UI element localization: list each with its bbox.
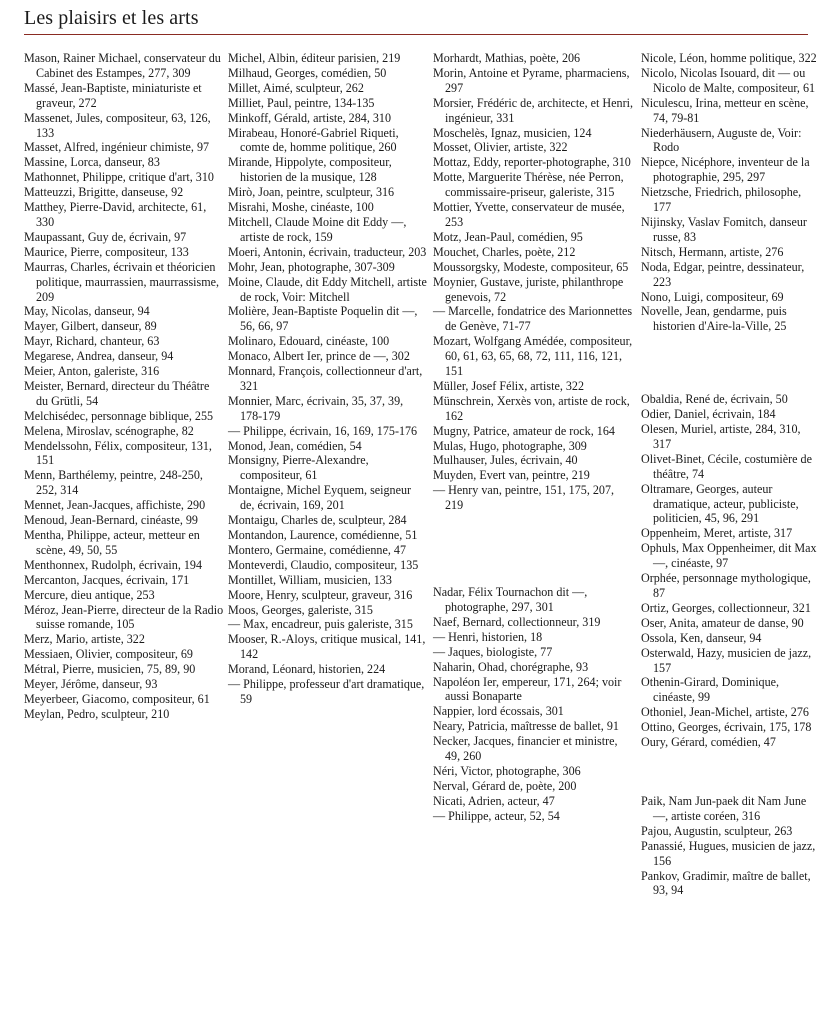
- index-entry: Mottaz, Eddy, reporter-photographe, 310: [433, 155, 631, 170]
- index-entry: Paik, Nam Jun-paek dit Nam June —, artiste coréen, 316: [641, 793, 807, 823]
- index-entry: Néri, Victor, photographe, 306: [433, 763, 581, 778]
- index-entry: Othoniel, Jean-Michel, artiste, 276: [641, 705, 809, 720]
- index-entry: Niederhäusern, Auguste de, Voir: Rodo: [641, 125, 802, 155]
- index-entry: Nicati, Adrien, acteur, 47: [433, 793, 555, 808]
- index-entry: Montaigne, Michel Eyquem, seigneur de, écrivain, 169, 201: [228, 483, 412, 513]
- index-column-3: [433, 51, 633, 824]
- index-entry: Necker, Jacques, financier et ministre, 49, 260: [433, 734, 618, 764]
- index-entry: Othenin-Girard, Dominique, cinéaste, 99: [641, 675, 780, 705]
- index-entry: Moynier, Gustave, juriste, philanthrope genevois, 72: [433, 274, 624, 304]
- index-column-1: [24, 51, 224, 722]
- group-spacer: [433, 513, 633, 585]
- index-column-4: [641, 51, 819, 898]
- index-entry: Monnard, François, collectionneur d'art, 321: [228, 364, 423, 393]
- index-entry: Matteuzzi, Brigitte, danseuse, 92: [24, 185, 184, 200]
- index-column-2: [228, 51, 428, 707]
- index-entry: Meylan, Pedro, sculpteur, 210: [24, 706, 170, 721]
- index-entry: — Marcelle, fondatrice des Marionnettes de Genève, 71-77: [433, 304, 633, 334]
- index-group-n: [433, 585, 633, 824]
- index-entry: Meier, Anton, galeriste, 316: [24, 364, 160, 379]
- index-entry: Monnier, Marc, écrivain, 35, 37, 39, 178-179: [228, 393, 404, 423]
- index-entry: Mayer, Gilbert, danseur, 89: [24, 319, 157, 334]
- index-entry: Monteverdi, Claudio, compositeur, 135: [228, 557, 419, 572]
- index-group-n-end: [641, 51, 819, 334]
- index-entry: Osterwald, Hazy, musicien de jazz, 157: [641, 645, 812, 675]
- index-entry: Nijinsky, Vaslav Fomitch, danseur russe, 83: [641, 214, 807, 244]
- index-entry: Nappier, lord écossais, 301: [433, 704, 564, 719]
- index-entry: Mirò, Joan, peintre, sculpteur, 316: [228, 185, 395, 200]
- index-entry: Meister, Bernard, directeur du Théâtre du Grütli, 54: [24, 378, 210, 408]
- index-entry: Mulas, Hugo, photographe, 309: [433, 438, 587, 453]
- group-spacer: [641, 334, 819, 392]
- index-entry: Millet, Aimé, sculpteur, 262: [228, 80, 364, 95]
- index-entry: — Henri, historien, 18: [433, 629, 543, 644]
- index-entry: Ossola, Ken, danseur, 94: [641, 630, 762, 645]
- index-entry: Noda, Edgar, peintre, dessinateur, 223: [641, 259, 805, 289]
- index-entry: Nicole, Léon, homme politique, 322: [641, 51, 817, 65]
- index-entry: — Philippe, professeur d'art dramatique, 59: [228, 677, 425, 706]
- index-entry: Montaigu, Charles de, sculpteur, 284: [228, 513, 407, 528]
- index-entry: Niculescu, Irina, metteur en scène, 74, 79-81: [641, 95, 809, 125]
- index-entry: Milliet, Paul, peintre, 134-135: [228, 95, 375, 110]
- index-entry: Pajou, Augustin, sculpteur, 263: [641, 823, 793, 838]
- index-entry: Mooser, R.-Aloys, critique musical, 141, 142: [228, 632, 426, 662]
- index-entry: Odier, Daniel, écrivain, 184: [641, 407, 776, 422]
- index-entry: Nitsch, Hermann, artiste, 276: [641, 244, 784, 259]
- index-entry: Molière, Jean-Baptiste Poquelin dit —, 56, 66, 97: [228, 304, 418, 334]
- running-header: [24, 6, 808, 35]
- index-entry: May, Nicolas, danseur, 94: [24, 304, 150, 319]
- index-entry: Matthey, Pierre-David, architecte, 61, 330: [24, 200, 207, 229]
- index-entry: Moeri, Antonin, écrivain, traducteur, 203: [228, 244, 427, 259]
- index-entry: Oury, Gérard, comédien, 47: [641, 735, 776, 750]
- index-entry: Oppenheim, Meret, artiste, 317: [641, 526, 793, 541]
- index-entry: Mirabeau, Honoré-Gabriel Riqueti, comte de, homme politique, 260: [228, 125, 399, 155]
- index-entry: — Henry van, peintre, 151, 175, 207, 219: [433, 483, 615, 513]
- index-entry: — Jaques, biologiste, 77: [433, 644, 553, 659]
- index-entry: Mayr, Richard, chanteur, 63: [24, 334, 160, 349]
- index-entry: Mercure, dieu antique, 253: [24, 587, 155, 602]
- index-entry: Melchisédec, personnage biblique, 255: [24, 408, 214, 423]
- index-entry: Ottino, Georges, écrivain, 175, 178: [641, 720, 812, 735]
- index-entry: Napoléon Ier, empereur, 171, 264; voir aussi Bonaparte: [433, 674, 622, 704]
- index-entry: Muyden, Evert van, peintre, 219: [433, 468, 590, 483]
- group-spacer: [641, 750, 819, 794]
- index-entry: Mohr, Jean, photographe, 307-309: [228, 259, 395, 274]
- index-entry: Oltramare, Georges, auteur dramatique, acteur, publiciste, politicien, 45, 96, 291: [641, 481, 799, 526]
- index-group-o: [641, 392, 819, 750]
- index-entry: Mosset, Olivier, artiste, 322: [433, 140, 568, 155]
- index-entry: Pankov, Gradimir, maître de ballet, 93, 94: [641, 868, 811, 898]
- index-entry: Misrahi, Moshe, cinéaste, 100: [228, 200, 374, 215]
- index-entry: Moine, Claude, dit Eddy Mitchell, artiste de rock, Voir: Mitchell: [228, 274, 427, 304]
- index-entry: Melena, Miroslav, scénographe, 82: [24, 423, 194, 438]
- index-entry: Panassié, Hugues, musicien de jazz, 156: [641, 838, 816, 868]
- index-entry: Motte, Marguerite Thérèse, née Perron, commissaire-priseur, galeriste, 315: [433, 170, 624, 200]
- index-entry: Montero, Germaine, comédienne, 47: [228, 542, 406, 557]
- index-entry: Maurras, Charles, écrivain et théoricien politique, maurrassien, maurrassisme, 209: [24, 259, 220, 304]
- index-entry: Olivet-Binet, Cécile, costumière de théâtre, 74: [641, 451, 812, 481]
- index-entry: Maupassant, Guy de, écrivain, 97: [24, 229, 187, 244]
- index-entry: Mugny, Patrice, amateur de rock, 164: [433, 423, 615, 438]
- index-entry: Mozart, Wolfgang Amédée, compositeur, 60, 61, 63, 65, 68, 72, 111, 116, 121, 151: [433, 334, 633, 379]
- index-entry: Méroz, Jean-Pierre, directeur de la Radio suisse romande, 105: [24, 602, 224, 632]
- index-entry: Ortiz, Georges, collectionneur, 321: [641, 600, 811, 615]
- index-entry: Mottier, Yvette, conservateur de musée, 253: [433, 200, 625, 229]
- index-entry: Orphée, personnage mythologique, 87: [641, 571, 811, 600]
- index-entry: Monsigny, Pierre-Alexandre, compositeur, 61: [228, 453, 369, 483]
- index-entry: Müller, Josef Félix, artiste, 322: [433, 378, 585, 393]
- index-entry: Métral, Pierre, musicien, 75, 89, 90: [24, 662, 196, 677]
- index-group-m: [433, 51, 633, 513]
- index-entry: Niepce, Nicéphore, inventeur de la photographie, 295, 297: [641, 155, 810, 185]
- index-entry: — Philippe, acteur, 52, 54: [433, 808, 560, 823]
- index-entry: Montandon, Laurence, comédienne, 51: [228, 528, 418, 542]
- index-entry: Nicolo, Nicolas Isouard, dit — ou Nicolo de Malte, compositeur, 61: [641, 65, 816, 95]
- index-entry: Montillet, William, musicien, 133: [228, 572, 392, 587]
- index-entry: Motz, Jean-Paul, comédien, 95: [433, 229, 583, 244]
- index-entry: Nietzsche, Friedrich, philosophe, 177: [641, 185, 802, 215]
- index-entry: Maurice, Pierre, compositeur, 133: [24, 244, 189, 259]
- index-entry: Morsier, Frédéric de, architecte, et Henri, ingénieur, 331: [433, 95, 633, 125]
- index-entry: Oser, Anita, amateur de danse, 90: [641, 615, 804, 630]
- index-entry: Olesen, Muriel, artiste, 284, 310, 317: [641, 422, 801, 451]
- index-entry: Mendelssohn, Félix, compositeur, 131, 151: [24, 438, 212, 468]
- index-entry: Menn, Barthélemy, peintre, 248-250, 252, 314: [24, 468, 203, 498]
- index-entry: Morhardt, Mathias, poète, 206: [433, 51, 581, 65]
- index-entry: — Philippe, écrivain, 16, 169, 175-176: [228, 423, 418, 438]
- index-entry: Moos, Georges, galeriste, 315: [228, 602, 373, 617]
- index-entry: Mathonnet, Philippe, critique d'art, 310: [24, 170, 214, 185]
- index-entry: Meyer, Jérôme, danseur, 93: [24, 677, 158, 692]
- index-entry: Molinaro, Edouard, cinéaste, 100: [228, 334, 390, 349]
- index-entry: Mitchell, Claude Moine dit Eddy —, artiste de rock, 159: [228, 214, 407, 244]
- index-entry: Megarese, Andrea, danseur, 94: [24, 349, 174, 364]
- index-entry: Mirande, Hippolyte, compositeur, historien de la musique, 128: [228, 155, 392, 185]
- index-entry: Mulhauser, Jules, écrivain, 40: [433, 453, 578, 468]
- index-entry: Nadar, Félix Tournachon dit —, photographe, 297, 301: [433, 585, 588, 614]
- index-entry: Minkoff, Gérald, artiste, 284, 310: [228, 110, 392, 125]
- index-entry: Naef, Bernard, collectionneur, 319: [433, 614, 601, 629]
- index-entry: Morin, Antoine et Pyrame, pharmaciens, 297: [433, 65, 630, 95]
- index-entry: Nono, Luigi, compositeur, 69: [641, 289, 784, 304]
- index-entry: Menthonnex, Rudolph, écrivain, 194: [24, 557, 203, 572]
- index-entry: Masset, Alfred, ingénieur chimiste, 97: [24, 140, 210, 155]
- index-entry: Mason, Rainer Michael, conservateur du Cabinet des Estampes, 277, 309: [24, 51, 221, 80]
- index-entry: Massenet, Jules, compositeur, 63, 126, 133: [24, 110, 211, 140]
- index-entry: Obaldia, René de, écrivain, 50: [641, 392, 788, 407]
- index-entry: Massé, Jean-Baptiste, miniaturiste et graveur, 272: [24, 80, 202, 110]
- index-entry: — Max, encadreur, puis galeriste, 315: [228, 617, 413, 632]
- index-entry: Messiaen, Olivier, compositeur, 69: [24, 647, 193, 662]
- index-entry: Mennet, Jean-Jacques, affichiste, 290: [24, 498, 206, 513]
- index-entry: Nerval, Gérard de, poète, 200: [433, 778, 577, 793]
- index-entry: Ophuls, Max Oppenheimer, dit Max —, cinéaste, 97: [641, 541, 817, 571]
- index-entry: Mercanton, Jacques, écrivain, 171: [24, 572, 190, 587]
- page-title: Les plaisirs et les arts: [24, 7, 199, 29]
- index-entry: Moore, Henry, sculpteur, graveur, 316: [228, 587, 413, 602]
- index-entry: Monaco, Albert Ier, prince de —, 302: [228, 349, 410, 364]
- index-entry: Massine, Lorca, danseur, 83: [24, 155, 160, 170]
- index-entry: Meyerbeer, Giacomo, compositeur, 61: [24, 691, 210, 706]
- index-entry: Menoud, Jean-Bernard, cinéaste, 99: [24, 513, 198, 528]
- index-group-p: [641, 794, 819, 898]
- index-entry: Mentha, Philippe, acteur, metteur en scène, 49, 50, 55: [24, 528, 200, 557]
- index-entry: Moschelès, Ignaz, musicien, 124: [433, 125, 592, 140]
- index-entry: Milhaud, Georges, comédien, 50: [228, 65, 387, 80]
- index-entry: Naharin, Ohad, chorégraphe, 93: [433, 659, 589, 674]
- index-entry: Morand, Léonard, historien, 224: [228, 662, 386, 677]
- index-entry: Moussorgsky, Modeste, compositeur, 65: [433, 259, 629, 274]
- index-entry: Merz, Mario, artiste, 322: [24, 632, 145, 647]
- index-entry: Münschrein, Xerxès von, artiste de rock, 162: [433, 393, 630, 423]
- index-entry: Mouchet, Charles, poète, 212: [433, 244, 576, 259]
- index-entry: Michel, Albin, éditeur parisien, 219: [228, 51, 401, 65]
- index-entry: Novelle, Jean, gendarme, puis historien d'Aire-la-Ville, 25: [641, 304, 787, 334]
- index-entry: Monod, Jean, comédien, 54: [228, 438, 362, 453]
- index-entry: Neary, Patricia, maîtresse de ballet, 91: [433, 719, 619, 734]
